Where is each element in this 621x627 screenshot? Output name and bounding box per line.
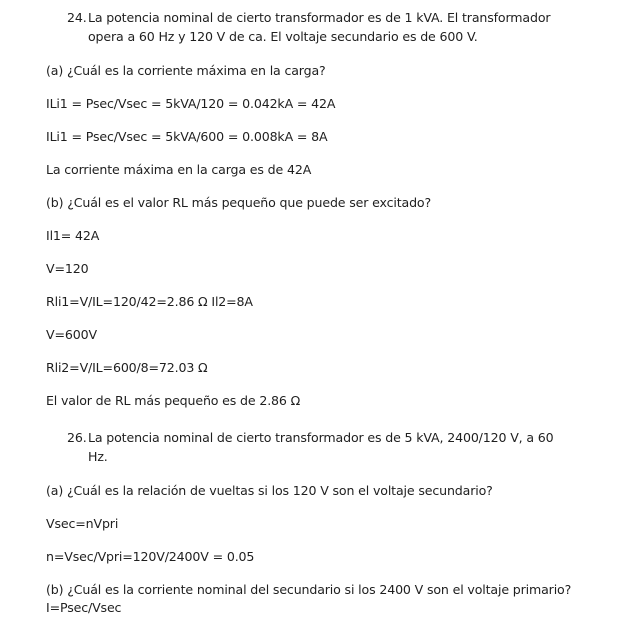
- equation-line: Rli1=V/IL=120/42=2.86 Ω Il2=8A: [46, 294, 253, 309]
- answer-line: El valor de RL más pequeño es de 2.86 Ω: [46, 393, 301, 408]
- equation-line: n=Vsec/Vpri=120V/2400V = 0.05: [46, 549, 255, 564]
- equation-line: V=600V: [46, 327, 97, 342]
- problem-number: 24.: [67, 10, 87, 25]
- question-a: (a) ¿Cuál es la corriente máxima en la carga?: [46, 63, 326, 78]
- problem-statement-line1: La potencia nominal de cierto transformador es de 1 kVA. El transformador: [88, 10, 551, 25]
- question-b: (b) ¿Cuál es la corriente nominal del secundario si los 2400 V son el voltaje primario?: [46, 582, 572, 597]
- question-b: (b) ¿Cuál es el valor RL más pequeño que puede ser excitado?: [46, 195, 432, 210]
- equation-line: Vsec=nVpri: [46, 516, 119, 531]
- problem-number: 26.: [67, 430, 87, 445]
- problem-statement-line2: opera a 60 Hz y 120 V de ca. El voltaje secundario es de 600 V.: [88, 29, 478, 44]
- problem-statement-line2: Hz.: [88, 449, 108, 464]
- equation-line: I=Psec/Vsec: [46, 600, 122, 615]
- question-a: (a) ¿Cuál es la relación de vueltas si los 120 V son el voltaje secundario?: [46, 483, 493, 498]
- equation-line: V=120: [46, 261, 89, 276]
- equation-line: Il1= 42A: [46, 228, 100, 243]
- answer-line: La corriente máxima en la carga es de 42A: [46, 162, 312, 177]
- equation-line: ILi1 = Psec/Vsec = 5kVA/120 = 0.042kA = 42A: [46, 96, 336, 111]
- equation-line: ILi1 = Psec/Vsec = 5kVA/600 = 0.008kA = 8A: [46, 129, 328, 144]
- problem-statement-line1: La potencia nominal de cierto transformador es de 5 kVA, 2400/120 V, a 60: [88, 430, 554, 445]
- equation-line: Rli2=V/IL=600/8=72.03 Ω: [46, 360, 208, 375]
